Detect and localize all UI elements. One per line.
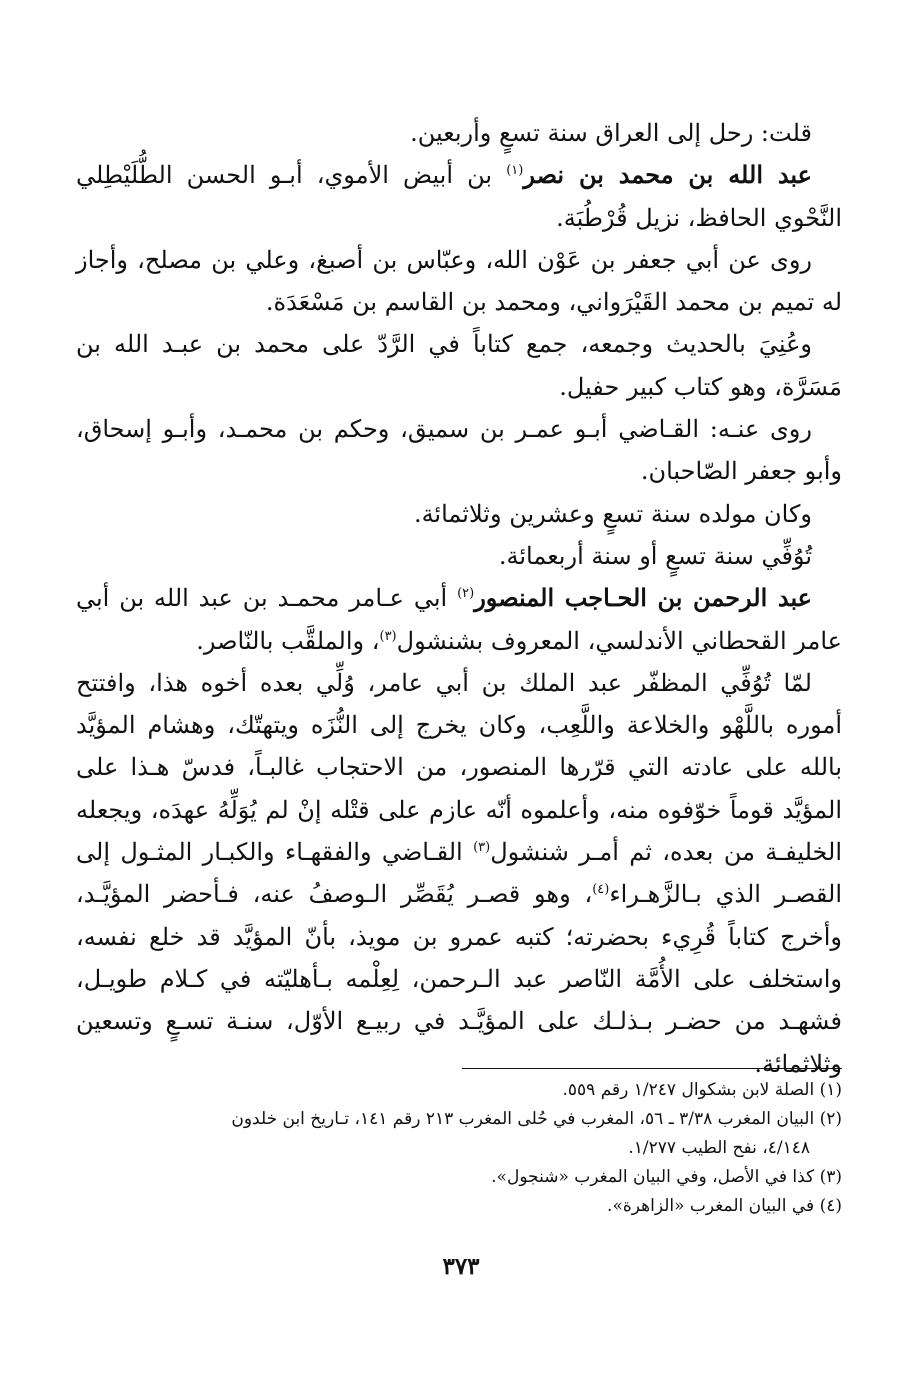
narrative-part: لمّا تُوُفِّي المظفّر عبد الملك بن أبي عامر، وُلِّي بعده أخوه هذا، وافتتح أموره باللَّهْو والخلاعة واللَّعِب، وكان يخرج إلى النُّزَه ويتهتّك، وهشام المؤيَّد بالله على عادته التي قرّرها المنصور، من الاحتجاب غالبـاً، فدسّ هـذا على المؤيَّد قوماً خوّفوه منه، وأعلموه أنّه عازم على قتْله إنْ لم يُوَلِّهُ عهدَه، ويجعله الخليفـة من بعده، ثم أمـر شنشول bbox=[76, 668, 843, 867]
footnote-ref: (٣) bbox=[379, 628, 397, 644]
narrative-part: القـاضي والفقهـاء والكبـار المثـول إلى القصـر الذي بـالزَّهـراء bbox=[76, 838, 842, 909]
biography-entry-abdallah bbox=[76, 154, 842, 239]
paragraph-teachers: روى عن أبي جعفر بن عَوْن الله، وعبّاس بن أصبغ، وعلي بن مصلح، وأجاز له تميم بن محمد القَيْرَواني، ومحمد بن القاسم بن مَسْعَدَة. bbox=[76, 245, 842, 317]
paragraph-death: تُوُفِّي سنة تسعٍ أو سنة أربعمائة. bbox=[498, 541, 812, 570]
entry-name: عبد الرحمن بن الحـاجب المنصور bbox=[474, 583, 813, 613]
main-text bbox=[76, 112, 842, 1085]
paragraph-works: وعُنِيَ بالحديث وجمعه، جمع كتاباً في الرَّدّ على محمد بن عبـد الله بن مَسَرَّة، وهو كتاب كبير حفيل. bbox=[76, 330, 842, 401]
entry-name: عبد الله بن محمد بن نصر bbox=[523, 160, 812, 190]
footnote bbox=[76, 1076, 842, 1105]
footnote-number: (٣) bbox=[819, 1167, 842, 1187]
footnote bbox=[76, 1192, 842, 1221]
footnote-ref: (٢) bbox=[457, 586, 475, 602]
footnote-number: (٤) bbox=[819, 1196, 842, 1216]
footnote-ref: (٤) bbox=[592, 882, 610, 898]
paragraph-students: روى عنـه: القـاضي أبـو عمـر بن سميق، وحكم بن محمـد، وأبـو إسحاق، وأبو جعفر الصّاحبان. bbox=[76, 415, 842, 486]
footnote-divider bbox=[462, 1068, 842, 1069]
footnote-ref: (١) bbox=[506, 163, 524, 179]
footnote-text: البيان المغرب ٣/٣٨ ـ ٥٦، المغرب في حُلى المغرب ٢١٣ رقم ١٤١، تـاريخ ابن خلدون bbox=[231, 1109, 820, 1129]
page-number: ٣٧٣ bbox=[442, 1253, 480, 1280]
paragraph-narrative bbox=[76, 662, 842, 1085]
footnote-number: (١) bbox=[819, 1080, 842, 1100]
footnotes bbox=[76, 1076, 842, 1221]
footnote-text: في البيان المغرب «الزاهرة». bbox=[607, 1196, 820, 1216]
footnote-text: كذا في الأصل، وفي البيان المغرب «شنجول». bbox=[491, 1167, 820, 1187]
footnote bbox=[76, 1105, 842, 1134]
footnote-text: الصلة لابن بشكوال ١/٢٤٧ رقم ٥٥٩. bbox=[562, 1080, 820, 1100]
entry-description: بن أبيض الأموي، أبـو الحسن الطُّلَيْطِلي النَّحْوي الحافظ، نزيل قُرْطُبَة. bbox=[76, 161, 842, 232]
narrative-part: ، وهو قصـر يُقَصِّر الـوصفُ عنه، فـأحضر المؤيَّـد، وأخرج كتاباً قُرِيء بحضرته؛ كتبه عمرو بن مويذ، بأنّ المؤيَّد قد خلع نفسه، واستخلف على الأُمَّة النّاصر عبد الـرحمن، لِعِلْمه بـأهليّته في كـلام طويـل، فشهـد من حضـر بـذلـك على المؤيَّـد في ربيـع الأوّل، سنـة تسـعٍ وتسعين وثلاثمائة. bbox=[76, 880, 842, 1078]
footnote bbox=[76, 1163, 842, 1192]
footnote-continuation: ٤/١٤٨، نفح الطيب ١/٢٧٧. bbox=[628, 1138, 810, 1158]
entry-description-end: ، والملقَّب بالنّاصر. bbox=[196, 626, 380, 655]
paragraph-note: قلت: رحل إلى العراق سنة تسعٍ وأربعين. bbox=[410, 119, 812, 147]
entry-description: أبي عـامر محمـد بن عبد الله بن أبي عامر القحطاني الأندلسي، المعروف بشنشول bbox=[76, 584, 842, 655]
paragraph-birth: وكان مولده سنة تسعٍ وعشرين وثلاثمائة. bbox=[413, 499, 812, 528]
footnote-ref: (٣) bbox=[473, 840, 491, 856]
footnote-number: (٢) bbox=[819, 1109, 842, 1129]
biography-entry-abdalrahman bbox=[76, 577, 842, 662]
